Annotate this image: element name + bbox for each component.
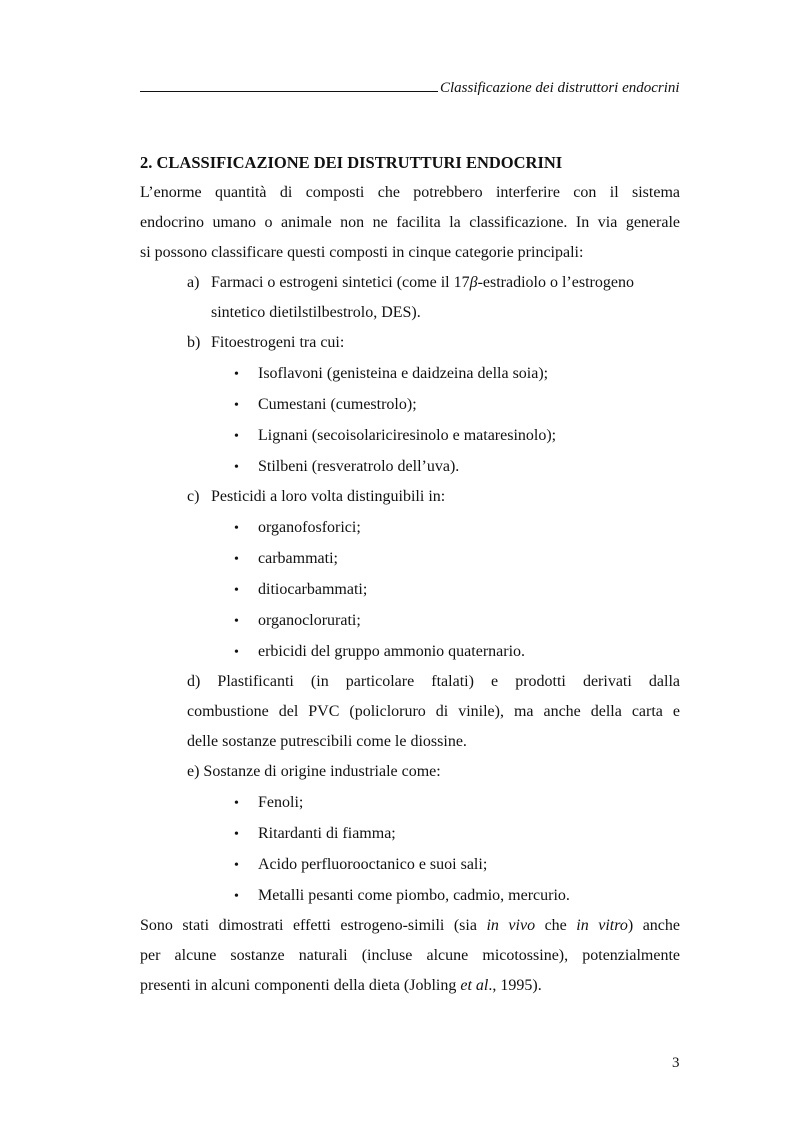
list-item <box>140 512 680 543</box>
list-item-b <box>140 328 680 358</box>
section-heading: 2. CLASSIFICAZIONE DEI DISTRUTTURI ENDOCRINI <box>140 153 563 172</box>
list-item <box>140 605 680 636</box>
closing-line-1 <box>140 911 680 941</box>
bullet-icon: • <box>234 460 239 475</box>
item-a-label: a) <box>187 274 200 291</box>
list-item-e: e) Sostanze di origine industriale come: <box>187 763 441 780</box>
list-item <box>140 451 680 482</box>
list-item <box>140 818 680 849</box>
bullet-icon: • <box>234 521 239 536</box>
list-item <box>140 420 680 451</box>
bullet-text: Isoflavoni (genisteina e daidzeina della soia); <box>258 365 549 382</box>
bullet-icon: • <box>234 398 239 413</box>
item-b-label: b) <box>187 334 201 351</box>
list-item <box>140 543 680 574</box>
list-item <box>140 636 680 667</box>
bullet-icon: • <box>234 827 239 842</box>
bullet-text: Acido perfluorooctanico e suoi sali; <box>258 856 488 873</box>
closing-text: Sono stati dimostrati effetti estrogeno-simili (sia <box>140 917 487 934</box>
bullet-icon: • <box>234 552 239 567</box>
list-item <box>140 787 680 818</box>
closing-text: ., 1995). <box>488 977 542 994</box>
closing-text: che <box>535 917 577 934</box>
closing-line-2: per alcune sostanze naturali (incluse alcune micotossine), potenzialmente <box>140 947 680 964</box>
item-b-text: Fitoestrogeni tra cui: <box>211 334 345 351</box>
closing-line-3 <box>140 971 680 1001</box>
intro-line-2: endocrino umano o animale non ne facilita la classificazione. In via generale <box>140 214 680 231</box>
list-item-d-line-3: delle sostanze putrescibili come le diossine. <box>187 733 467 750</box>
closing-text: ) anche <box>627 917 681 934</box>
bullet-icon: • <box>234 367 239 382</box>
list-item <box>140 574 680 605</box>
in-vivo-text: in vivo <box>486 917 536 934</box>
bullet-text: organofosforici; <box>258 519 361 536</box>
list-item-d-line-1: d) Plastificanti (in particolare ftalati) e prodotti derivati dalla <box>187 673 680 690</box>
item-a-beta: β <box>469 274 478 291</box>
header-rule <box>140 90 438 92</box>
bullet-text: ditiocarbammati; <box>258 581 368 598</box>
intro-line-3: si possono classificare questi composti in cinque categorie principali: <box>140 244 584 261</box>
item-a-continuation: sintetico dietilstilbestrolo, DES). <box>211 304 421 321</box>
bullet-icon: • <box>234 858 239 873</box>
page-body <box>140 148 680 1001</box>
list-item <box>140 880 680 911</box>
bullet-text: carbammati; <box>258 550 338 567</box>
citation-et-al: et al <box>460 977 489 994</box>
bullet-text: Fenoli; <box>258 794 304 811</box>
page-number: 3 <box>672 1055 680 1071</box>
item-a-text-post: -estradiolo o l’estrogeno <box>477 274 634 291</box>
list-item <box>140 849 680 880</box>
bullet-text: Ritardanti di fiamma; <box>258 825 396 842</box>
header-title: Classificazione dei distruttori endocrini <box>440 80 680 96</box>
bullet-icon: • <box>234 614 239 629</box>
bullet-icon: • <box>234 429 239 444</box>
bullet-text: erbicidi del gruppo ammonio quaternario. <box>258 643 526 660</box>
bullet-icon: • <box>234 583 239 598</box>
in-vitro-text: in vitro <box>576 917 628 934</box>
list-item-a <box>140 268 680 298</box>
bullet-text: Stilbeni (resveratrolo dell’uva). <box>258 458 460 475</box>
bullet-text: Metalli pesanti come piombo, cadmio, mercurio. <box>258 887 570 904</box>
list-item <box>140 389 680 420</box>
bullet-icon: • <box>234 796 239 811</box>
item-c-text: Pesticidi a loro volta distinguibili in: <box>211 488 446 505</box>
bullet-text: Lignani (secoisolariciresinolo e mataresinolo); <box>258 427 557 444</box>
list-item-d-line-2: combustione del PVC (policloruro di vinile), ma anche della carta e <box>187 703 680 720</box>
bullet-icon: • <box>234 645 239 660</box>
item-c-label: c) <box>187 488 200 505</box>
closing-text: presenti in alcuni componenti della dieta (Jobling <box>140 977 461 994</box>
running-header <box>140 80 680 100</box>
list-item <box>140 358 680 389</box>
list-item-c <box>140 482 680 512</box>
item-a-text-pre: Farmaci o estrogeni sintetici (come il 17 <box>211 274 470 291</box>
bullet-text: Cumestani (cumestrolo); <box>258 396 417 413</box>
intro-line-1: L’enorme quantità di composti che potrebbero interferire con il sistema <box>140 184 680 201</box>
bullet-text: organoclorurati; <box>258 612 361 629</box>
bullet-icon: • <box>234 889 239 904</box>
